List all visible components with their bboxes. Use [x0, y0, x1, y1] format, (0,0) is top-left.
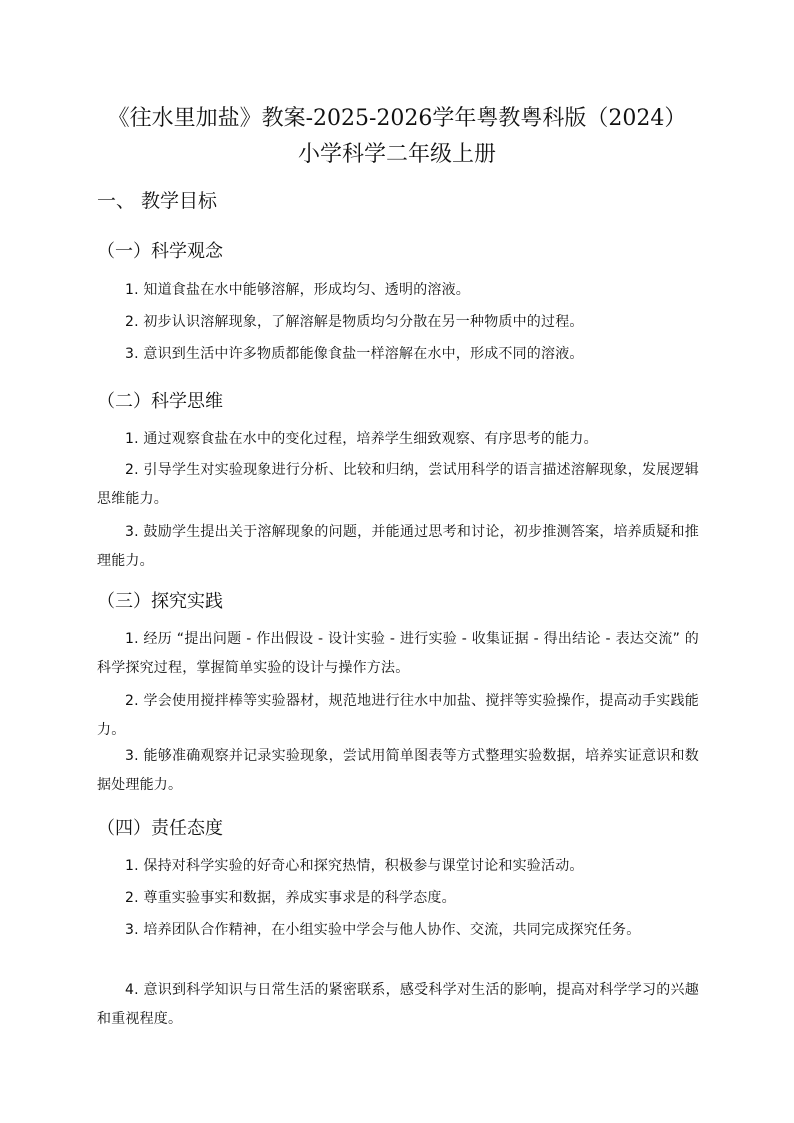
paragraph: 2. 引导学生对实验现象进行分析、比较和归纳，尝试用科学的语言描述溶解现象，发展逻辑思维能力。 [97, 462, 699, 507]
paragraph: 3. 培养团队合作精神，在小组实验中学会与他人协作、交流，共同完成探究任务。 [125, 922, 641, 938]
document-title-line-1: 《往水里加盐》教案-2025-2026学年粤教粤科版（2024） [107, 106, 687, 131]
paragraph: 2. 学会使用搅拌棒等实验器材，规范地进行往水中加盐、搅拌等实验操作，提高动手实践能力。 [97, 693, 699, 738]
subheading-science-concepts: （一）科学观念 [97, 241, 223, 262]
paragraph: 3. 鼓励学生提出关于溶解现象的问题，并能通过思考和讨论，初步推测答案，培养质疑和推理能力。 [97, 524, 699, 569]
subheading-inquiry-practice: （三）探究实践 [97, 591, 223, 612]
paragraph: 4. 意识到科学知识与日常生活的紧密联系，感受科学对生活的影响，提高对科学学习的兴趣和重视程度。 [97, 982, 699, 1027]
paragraph: 3. 能够准确观察并记录实验现象，尝试用简单图表等方式整理实验数据，培养实证意识和数据处理能力。 [97, 748, 699, 793]
paragraph: 2. 尊重实验事实和数据，养成实事求是的科学态度。 [125, 890, 456, 906]
subheading-responsibility-attitude: （四）责任态度 [97, 818, 223, 839]
paragraph: 1. 经历 “提出问题 - 作出假设 - 设计实验 - 进行实验 - 收集证据 - 得出结论 - 表达交流” 的科学探究过程，掌握简单实验的设计与操作方法。 [97, 631, 699, 676]
document-title-line-2: 小学科学二年级上册 [297, 142, 496, 167]
paragraph: 1. 保持对科学实验的好奇心和探究热情，积极参与课堂讨论和实验活动。 [125, 858, 584, 874]
paragraph: 2. 初步认识溶解现象，了解溶解是物质均匀分散在另一种物质中的过程。 [125, 314, 584, 330]
paragraph: 3. 意识到生活中许多物质都能像食盐一样溶解在水中，形成不同的溶液。 [125, 346, 584, 362]
subheading-science-thinking: （二）科学思维 [97, 391, 223, 412]
section-heading-teaching-goals: 一、 教学目标 [97, 190, 218, 212]
paragraph: 1. 知道食盐在水中能够溶解，形成均匀、透明的溶液。 [125, 282, 471, 298]
paragraph: 1. 通过观察食盐在水中的变化过程，培养学生细致观察、有序思考的能力。 [125, 431, 598, 447]
